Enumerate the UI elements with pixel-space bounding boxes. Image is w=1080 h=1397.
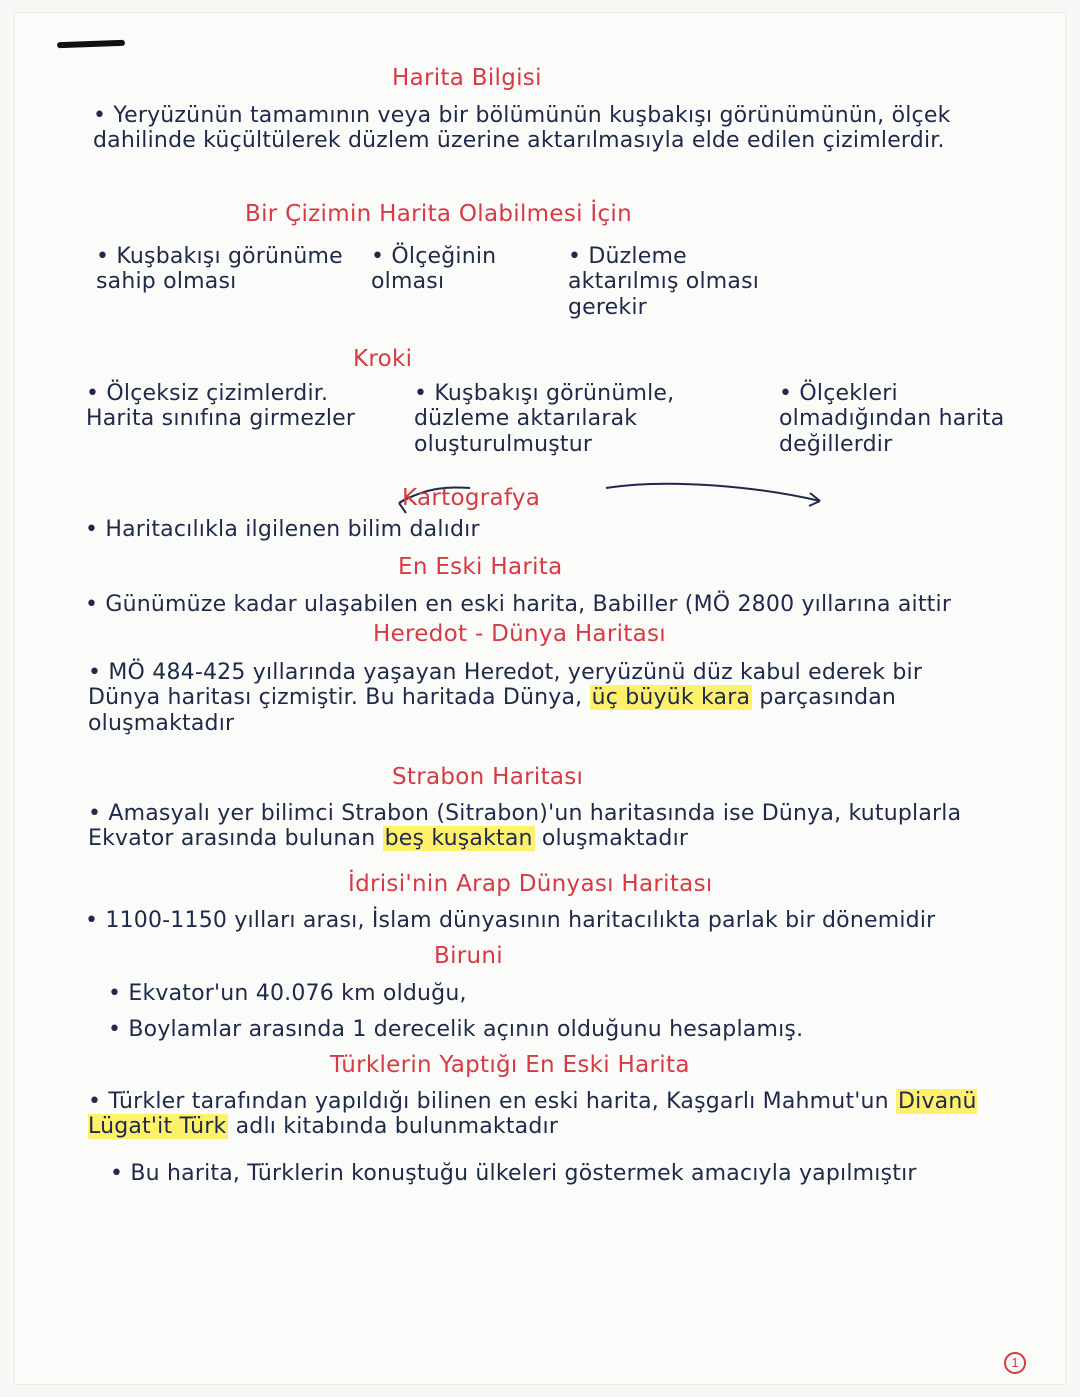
section-title-heredot: Heredot - Dünya Haritası [373, 621, 666, 647]
section-title-turkler: Türklerin Yaptığı En Eski Harita [330, 1052, 690, 1078]
section-title-harita-olabilmesi: Bir Çizimin Harita Olabilmesi İçin [245, 201, 632, 227]
text-biruni-1: • Ekvator'un 40.076 km olduğu, [108, 981, 467, 1006]
text-heredot: • MÖ 484-425 yıllarında yaşayan Heredot, yeryüzünü düz kabul ederek bir Dünya haritası çizmiştir. Bu haritada Dünya, üç büyük kara parçasından oluşmaktadır [88, 660, 923, 736]
section-title-kartografya: Kartografya [402, 485, 541, 511]
item-duzleme: • Düzleme aktarılmış olması gerekir [568, 244, 760, 320]
section-title-kroki: Kroki [353, 346, 413, 372]
highlighted-phrase: Divanü Lügat'it Türk [88, 1089, 977, 1140]
text-turkler-2: • Bu harita, Türklerin konuştuğu ülkeleri göstermek amacıyla yapılmıştır [110, 1161, 917, 1186]
item-kroki-2: • Kuşbakışı görünümle, düzleme aktarılarak oluşturulmuştur [414, 381, 675, 457]
text-strabon: • Amasyalı yer bilimci Strabon (Sitrabon)'un haritasında ise Dünya, kutuplarla Ekvator arasında bulunan beş kuşaktan oluşmaktadır [88, 801, 962, 852]
text-idrisi: • 1100-1150 yılları arası, İslam dünyasının haritacılıkta parlak bir dönemidir [85, 908, 936, 933]
page-number: 1 [1004, 1352, 1026, 1374]
text-en-eski-harita: • Günümüze kadar ulaşabilen en eski harita, Babiller (MÖ 2800 yıllarına aittir [85, 592, 952, 617]
item-kroki-1: • Ölçeksiz çizimlerdir. Harita sınıfına girmezler [86, 381, 356, 432]
item-kroki-3: • Ölçekleri olmadığından harita değillerdir [779, 381, 1005, 457]
text-harita-bilgisi: • Yeryüzünün tamamının veya bir bölümünün kuşbakışı görünümünün, ölçek dahilinde küçültülerek düzlem üzerine aktarılmasıyla elde edilen çizimlerdir. [93, 103, 951, 154]
section-title-idrisi: İdrisi'nin Arap Dünyası Haritası [348, 871, 713, 897]
text-turkler-1: • Türkler tarafından yapıldığı bilinen en eski harita, Kaşgarlı Mahmut'un Divanü Lügat'it Türk adlı kitabında bulunmaktadır [88, 1089, 977, 1140]
item-kusbakisi: • Kuşbakışı görünüme sahip olması [96, 244, 343, 295]
section-title-en-eski-harita: En Eski Harita [398, 554, 563, 580]
highlighted-phrase: üç büyük kara [591, 685, 751, 711]
section-title-biruni: Biruni [434, 943, 503, 969]
section-title-strabon: Strabon Haritası [392, 764, 584, 790]
text-biruni-2: • Boylamlar arasında 1 derecelik açının olduğunu hesaplamış. [108, 1017, 804, 1042]
section-title-harita-bilgisi: Harita Bilgisi [392, 65, 542, 91]
item-olcek: • Ölçeğinin olması [371, 244, 497, 295]
text-kartografya: • Haritacılıkla ilgilenen bilim dalıdır [85, 517, 480, 542]
highlighted-phrase: beş kuşaktan [384, 826, 533, 852]
